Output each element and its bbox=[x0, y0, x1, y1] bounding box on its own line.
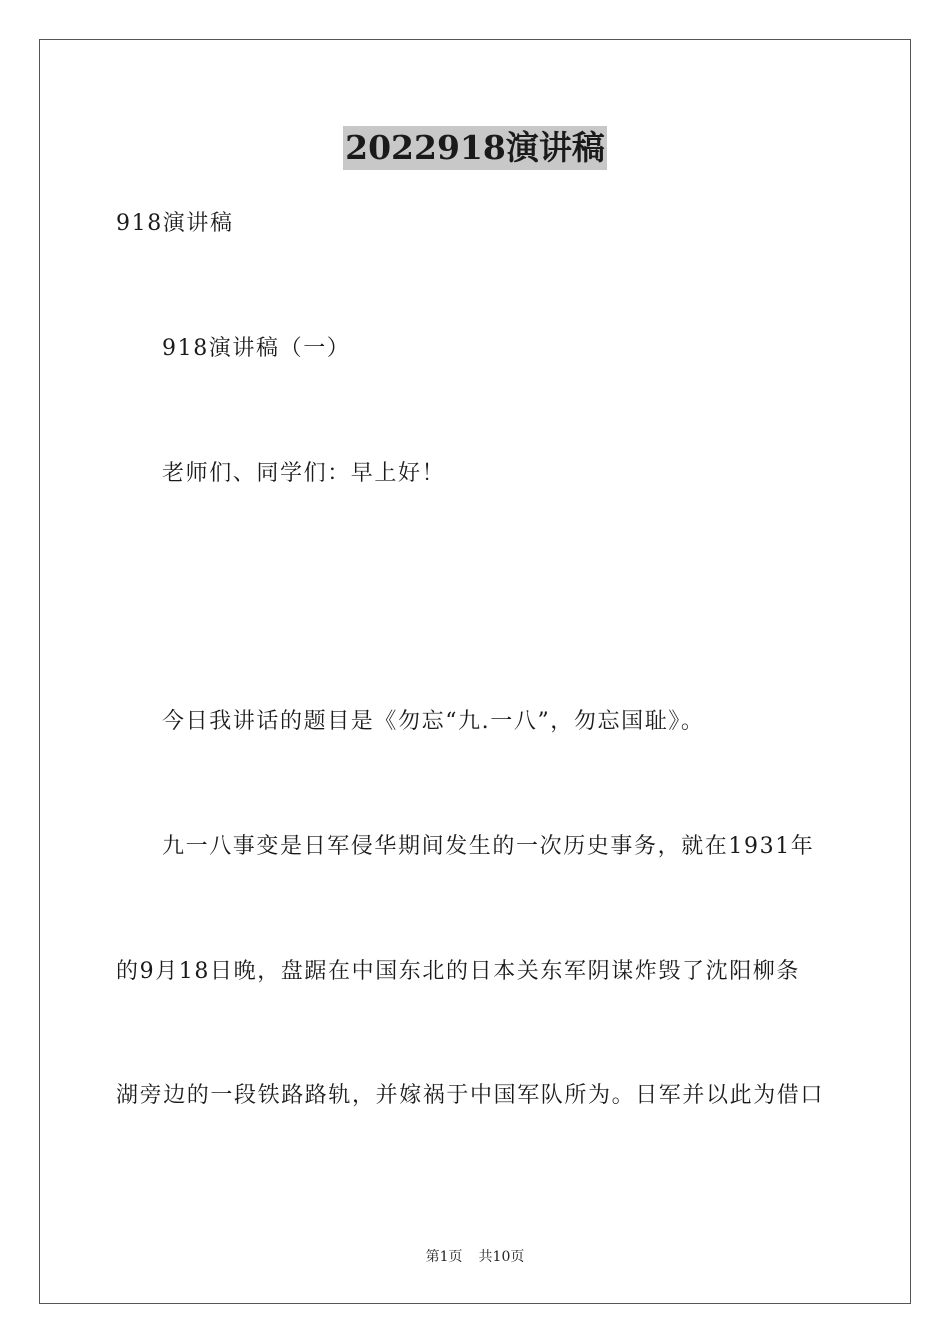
body-line-section-heading: 918演讲稿（一） bbox=[162, 336, 351, 361]
document-title-container bbox=[0, 126, 950, 170]
page-total-label: 共10页 bbox=[478, 1249, 525, 1265]
body-line-subtitle: 918演讲稿 bbox=[116, 211, 234, 236]
document-title: 2022918演讲稿 bbox=[343, 126, 607, 170]
body-line-topic: 今日我讲话的题目是《勿忘“九.一八”，勿忘国耻》。 bbox=[162, 709, 705, 734]
page-footer bbox=[0, 1248, 950, 1266]
body-line-greeting: 老师们、同学们：早上好！ bbox=[162, 461, 446, 486]
body-line-paragraph-3: 湖旁边的一段铁路路轨，并嫁祸于中国军队所为。日军并以此为借口 bbox=[116, 1083, 825, 1108]
body-line-paragraph-1: 九一八事变是日军侵华期间发生的一次历史事务，就在1931年 bbox=[162, 834, 815, 859]
body-line-paragraph-2: 的9月18日晚，盘踞在中国东北的日本关东军阴谋炸毁了沈阳柳条 bbox=[116, 959, 800, 984]
page-number-label: 第1页 bbox=[425, 1249, 463, 1265]
